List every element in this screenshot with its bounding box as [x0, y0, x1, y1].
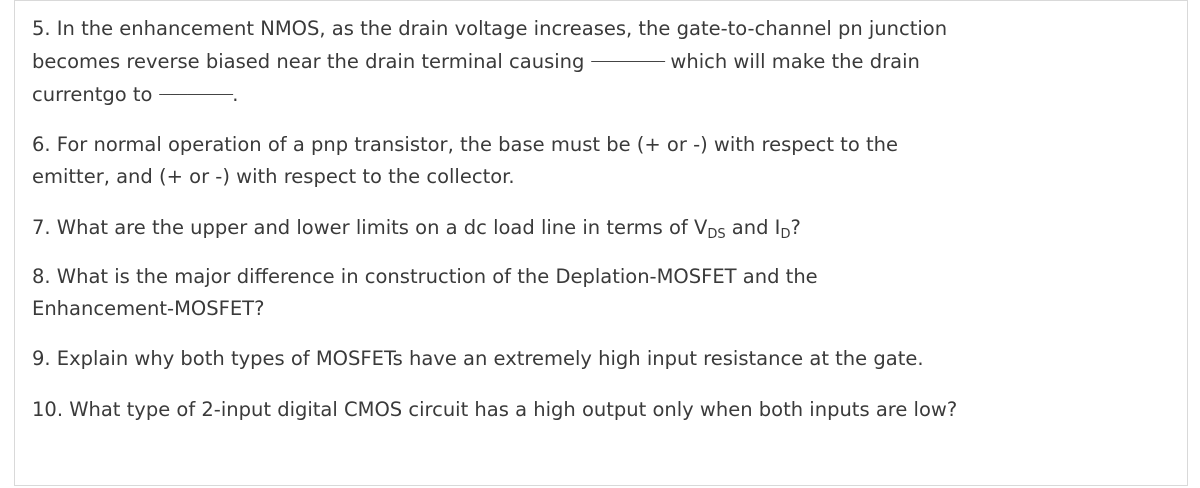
question-8-line-1: 8. What is the major difference in construction of the Deplation-MOSFET and the — [32, 265, 818, 288]
question-5 — [32, 13, 947, 111]
question-6 — [32, 129, 898, 193]
question-8 — [32, 261, 818, 325]
question-sheet — [14, 0, 1188, 486]
question-7-line-1 — [32, 212, 801, 244]
question-5-line-3 — [32, 78, 947, 111]
question-5-line-2-end: which will make the drain — [670, 50, 920, 73]
id-subscript: D — [780, 227, 791, 242]
vds-subscript: DS — [707, 227, 726, 242]
question-5-line-3-end: . — [232, 83, 239, 106]
question-5-line-3-start: currentgo to — [32, 83, 153, 106]
question-6-line-1: 6. For normal operation of a pnp transistor, the base must be (+ or -) with respect to the — [32, 133, 898, 156]
question-8-line-2: Enhancement-MOSFET? — [32, 297, 265, 320]
question-10 — [32, 394, 957, 426]
question-7 — [32, 212, 801, 244]
question-10-line-1: 10. What type of 2-input digital CMOS circuit has a high output only when both inputs are low? — [32, 398, 958, 421]
blank-dashes-2: -------------------------- — [158, 87, 233, 101]
blank-dashes-1: -------------------------- — [590, 54, 665, 68]
question-7-text-a: 7. What are the upper and lower limits on a dc load line in terms of V — [32, 216, 708, 239]
question-9 — [32, 343, 924, 375]
question-5-line-1: 5. In the enhancement NMOS, as the drain voltage increases, the gate-to-channel pn junction — [32, 17, 948, 40]
question-6-line-2: emitter, and (+ or -) with respect to the collector. — [32, 165, 515, 188]
question-7-text-c: ? — [790, 216, 801, 239]
question-7-text-b: and I — [725, 216, 781, 239]
question-9-line-1: 9. Explain why both types of MOSFETs have an extremely high input resistance at the gate. — [32, 347, 924, 370]
question-5-line-2-start: becomes reverse biased near the drain terminal causing — [32, 50, 585, 73]
question-5-line-2 — [32, 45, 947, 78]
